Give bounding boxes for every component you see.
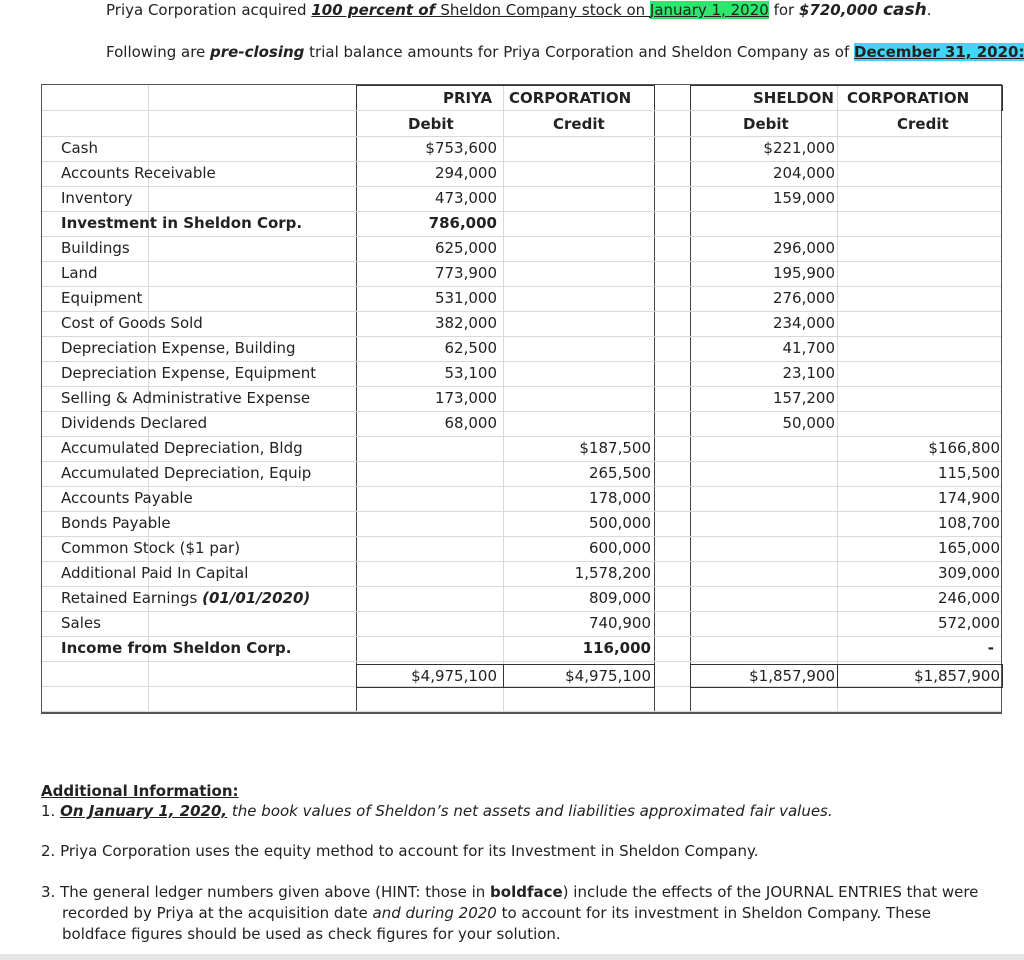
note-3-italic: and during 2020 bbox=[372, 904, 497, 922]
sheldon-debit-amount bbox=[690, 611, 835, 636]
account-label bbox=[61, 236, 130, 261]
account-label-text: Equipment bbox=[61, 289, 143, 307]
priya-credit-amount bbox=[503, 286, 651, 311]
account-label-text: Investment in Sheldon Corp. bbox=[61, 214, 303, 232]
priya-debit-amount: $753,600 bbox=[425, 139, 497, 157]
priya-debit-amount bbox=[356, 436, 497, 461]
priya-debit-amount: 294,000 bbox=[434, 164, 497, 182]
priya-credit-amount: 178,000 bbox=[588, 489, 651, 507]
sheldon-debit-amount bbox=[690, 511, 835, 536]
sheldon-debit-amount: 234,000 bbox=[772, 314, 835, 332]
sheldon-debit-amount: 157,200 bbox=[772, 389, 835, 407]
sheldon-debit-amount: $221,000 bbox=[763, 139, 835, 157]
priya-credit-amount: 265,500 bbox=[588, 464, 651, 482]
account-label-text: Income from Sheldon Corp. bbox=[61, 639, 292, 657]
priya-credit-amount: 500,000 bbox=[588, 514, 651, 532]
account-label bbox=[61, 136, 98, 161]
note-1-text: the book values of Sheldon’s net assets and liabilities approximated fair values. bbox=[227, 802, 833, 820]
account-label-text: Cash bbox=[61, 139, 98, 157]
account-label bbox=[61, 511, 171, 536]
priya-credit-amount: 809,000 bbox=[588, 589, 651, 607]
priya-debit-amount bbox=[356, 611, 497, 636]
note-3-text: 3. The general ledger numbers given above (HINT: those in bbox=[41, 883, 491, 901]
sheldon-credit-amount: 572,000 bbox=[937, 614, 1000, 632]
priya-debit-amount bbox=[356, 586, 497, 611]
account-label-text: Cost of Goods Sold bbox=[61, 314, 203, 332]
intro-line-1 bbox=[106, 0, 932, 20]
account-label-text: Accumulated Depreciation, Bldg bbox=[61, 439, 303, 457]
priya-credit-total: $4,975,100 bbox=[565, 667, 651, 685]
sheldon-debit-amount: 204,000 bbox=[772, 164, 835, 182]
sheldon-credit-amount: 174,900 bbox=[937, 489, 1000, 507]
priya-credit-amount: 116,000 bbox=[582, 639, 651, 657]
additional-title: Additional Information: bbox=[41, 782, 239, 800]
priya-credit-amount bbox=[503, 311, 651, 336]
intro-percent: 100 percent of bbox=[311, 1, 441, 19]
cash-word: cash bbox=[882, 0, 927, 20]
sheldon-debit-amount bbox=[690, 486, 835, 511]
balance-date: December 31, 2020: bbox=[854, 43, 1024, 61]
priya-debit-amount: 382,000 bbox=[434, 314, 497, 332]
acquisition-price: $720,000 bbox=[798, 1, 883, 19]
sheldon-credit-amount bbox=[837, 261, 1000, 286]
sheldon-debit-amount: 195,900 bbox=[772, 264, 835, 282]
grid-line bbox=[42, 661, 1001, 662]
priya-debit-amount: 786,000 bbox=[428, 214, 497, 232]
intro-line-2 bbox=[106, 43, 1024, 61]
sheldon-debit-amount: 50,000 bbox=[782, 414, 835, 432]
account-label-text: Land bbox=[61, 264, 98, 282]
sheldon-credit-amount bbox=[837, 161, 1000, 186]
sheldon-debit-amount: 23,100 bbox=[782, 364, 835, 382]
priya-debit-amount: 531,000 bbox=[434, 289, 497, 307]
account-label bbox=[61, 561, 248, 586]
priya-debit-amount bbox=[356, 461, 497, 486]
account-label bbox=[61, 211, 302, 236]
priya-credit-amount bbox=[503, 261, 651, 286]
sheldon-credit-amount: 309,000 bbox=[937, 564, 1000, 582]
note-2: 2. Priya Corporation uses the equity method to account for its Investment in Sheldon Company. bbox=[41, 842, 759, 860]
intro-text: trial balance amounts for Priya Corporation and Sheldon Company as of bbox=[304, 43, 855, 61]
priya-credit-amount bbox=[503, 386, 651, 411]
priya-credit-amount bbox=[503, 186, 651, 211]
grid-line bbox=[654, 85, 655, 712]
account-label-text: Dividends Declared bbox=[61, 414, 208, 432]
sheldon-credit-amount: 165,000 bbox=[937, 539, 1000, 557]
priya-debit-amount bbox=[356, 536, 497, 561]
priya-debit-amount: 68,000 bbox=[444, 414, 497, 432]
account-label bbox=[61, 636, 291, 661]
sheldon-debit-amount: 296,000 bbox=[772, 239, 835, 257]
sheldon-credit-amount bbox=[837, 211, 1000, 236]
priya-debit-amount: 773,900 bbox=[434, 264, 497, 282]
note-3-bold: boldface bbox=[490, 883, 563, 901]
note-1-number: 1. bbox=[41, 802, 61, 820]
grid-line bbox=[42, 711, 1001, 712]
account-label bbox=[61, 486, 193, 511]
account-label-text: Sales bbox=[61, 614, 101, 632]
priya-debit-amount: 53,100 bbox=[444, 364, 497, 382]
priya-debit-amount bbox=[356, 561, 497, 586]
priya-credit-amount bbox=[503, 161, 651, 186]
account-label-text: Additional Paid In Capital bbox=[61, 564, 249, 582]
account-label bbox=[61, 336, 296, 361]
intro-text: Following are bbox=[106, 43, 211, 61]
priya-debit-amount: 173,000 bbox=[434, 389, 497, 407]
account-label bbox=[61, 536, 240, 561]
sheldon-credit-amount bbox=[837, 411, 1000, 436]
sheldon-credit-amount: 246,000 bbox=[937, 589, 1000, 607]
account-label bbox=[61, 261, 98, 286]
grid-line bbox=[42, 110, 1001, 111]
account-label bbox=[61, 436, 303, 461]
sheldon-credit-amount bbox=[837, 311, 1000, 336]
intro-text: Sheldon Company stock on bbox=[440, 1, 650, 19]
priya-header-label: PRIYA bbox=[443, 89, 493, 107]
sheldon-credit-amount bbox=[837, 236, 1000, 261]
account-label bbox=[61, 386, 310, 411]
account-label bbox=[61, 161, 216, 186]
priya-debit-amount bbox=[356, 486, 497, 511]
priya-debit-amount: 625,000 bbox=[434, 239, 497, 257]
priya-credit-amount: $187,500 bbox=[579, 439, 651, 457]
priya-credit-amount bbox=[503, 136, 651, 161]
sheldon-debit-amount: 159,000 bbox=[772, 189, 835, 207]
sheldon-debit-amount bbox=[690, 636, 835, 661]
sheldon-debit-total: $1,857,900 bbox=[749, 667, 835, 685]
account-label bbox=[61, 286, 142, 311]
priya-header-label: CORPORATION bbox=[509, 89, 632, 107]
intro-text: Priya Corporation acquired bbox=[106, 1, 312, 19]
account-label-text: Accumulated Depreciation, Equip bbox=[61, 464, 312, 482]
account-label bbox=[61, 586, 310, 611]
account-label-text: Buildings bbox=[61, 239, 130, 257]
sheldon-debit-amount bbox=[690, 211, 835, 236]
account-label bbox=[61, 361, 316, 386]
account-label bbox=[61, 311, 203, 336]
sheldon-debit-amount: 41,700 bbox=[782, 339, 835, 357]
priya-credit-amount bbox=[503, 411, 651, 436]
account-label bbox=[61, 186, 133, 211]
sheldon-debit-amount bbox=[690, 586, 835, 611]
priya-credit-amount bbox=[503, 236, 651, 261]
account-label-text: Retained Earnings bbox=[61, 589, 203, 607]
trial-balance-table bbox=[41, 84, 1002, 714]
sheldon-credit-amount: $166,800 bbox=[928, 439, 1000, 457]
note-3-text: to account for its investment in Sheldon Company. These boldface figures should be used as check figures for your solution. bbox=[62, 904, 931, 943]
account-label-text: Accounts Payable bbox=[61, 489, 193, 507]
pre-closing-word: pre-closing bbox=[210, 43, 305, 61]
account-label-text: Depreciation Expense, Equipment bbox=[61, 364, 317, 382]
account-label bbox=[61, 611, 101, 636]
account-label-text: Accounts Receivable bbox=[61, 164, 216, 182]
sheldon-header-label: CORPORATION bbox=[847, 89, 970, 107]
account-label-text: Selling & Administrative Expense bbox=[61, 389, 311, 407]
sheldon-credit-amount: - bbox=[987, 639, 994, 657]
account-label-text: Bonds Payable bbox=[61, 514, 171, 532]
priya-credit-header: Credit bbox=[553, 115, 605, 133]
sheldon-credit-amount bbox=[837, 186, 1000, 211]
sheldon-debit-amount bbox=[690, 561, 835, 586]
acquisition-date: January 1, 2020 bbox=[649, 1, 769, 19]
sheldon-credit-total: $1,857,900 bbox=[914, 667, 1000, 685]
intro-text: for bbox=[768, 1, 799, 19]
sheldon-credit-amount: 108,700 bbox=[937, 514, 1000, 532]
sheldon-credit-amount bbox=[837, 336, 1000, 361]
priya-credit-amount: 600,000 bbox=[588, 539, 651, 557]
additional-information bbox=[41, 782, 991, 945]
priya-credit-amount bbox=[503, 336, 651, 361]
account-label-text: Common Stock ($1 par) bbox=[61, 539, 241, 557]
sheldon-credit-header: Credit bbox=[897, 115, 949, 133]
account-label-text: Depreciation Expense, Building bbox=[61, 339, 296, 357]
note-3 bbox=[41, 882, 991, 945]
sheldon-credit-amount: 115,500 bbox=[937, 464, 1000, 482]
priya-debit-amount bbox=[356, 511, 497, 536]
priya-credit-amount: 1,578,200 bbox=[574, 564, 651, 582]
priya-credit-amount bbox=[503, 361, 651, 386]
account-label-date: (01/01/2020) bbox=[202, 589, 311, 607]
account-label bbox=[61, 461, 311, 486]
note-1-date: On January 1, 2020, bbox=[60, 802, 228, 820]
account-label bbox=[61, 411, 207, 436]
sheldon-credit-amount bbox=[837, 136, 1000, 161]
page-edge bbox=[0, 954, 1024, 960]
priya-credit-amount bbox=[503, 211, 651, 236]
priya-credit-amount: 740,900 bbox=[588, 614, 651, 632]
sheldon-credit-amount bbox=[837, 386, 1000, 411]
sheldon-debit-amount bbox=[690, 536, 835, 561]
note-3-text: ) include the effects of the JOURNAL ENTRIES that were recorded by Priya at the acquisition date bbox=[62, 883, 979, 922]
priya-debit-header: Debit bbox=[408, 115, 454, 133]
sheldon-credit-amount bbox=[837, 286, 1000, 311]
sheldon-debit-amount bbox=[690, 436, 835, 461]
intro-text: . bbox=[926, 1, 932, 19]
priya-debit-total: $4,975,100 bbox=[411, 667, 497, 685]
sheldon-credit-amount bbox=[837, 361, 1000, 386]
sheldon-debit-amount: 276,000 bbox=[772, 289, 835, 307]
sheldon-debit-header: Debit bbox=[743, 115, 789, 133]
account-label-text: Inventory bbox=[61, 189, 133, 207]
priya-debit-amount bbox=[356, 636, 497, 661]
sheldon-debit-amount bbox=[690, 461, 835, 486]
sheldon-header-label: SHELDON bbox=[753, 89, 834, 107]
priya-debit-amount: 62,500 bbox=[444, 339, 497, 357]
priya-debit-amount: 473,000 bbox=[434, 189, 497, 207]
